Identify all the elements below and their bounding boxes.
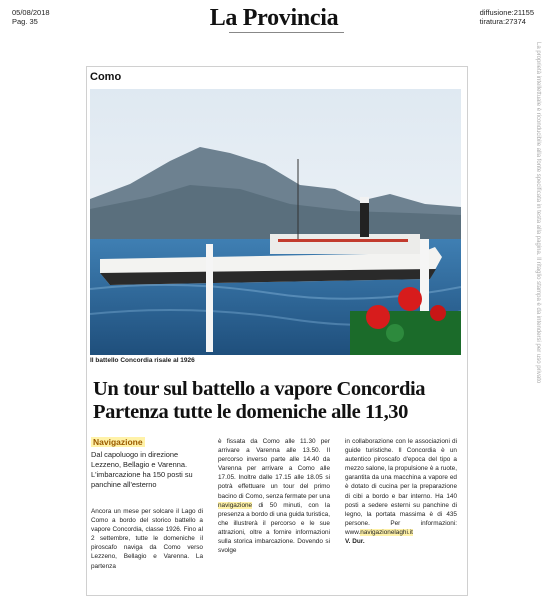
author-signature: V. Dur.	[345, 538, 365, 546]
body-text-2b: di 50 minuti, con la presenza a bordo di una guida turistica, che illustrerà il percorso e le sue attrazioni, oltre a fornire informazioni sulla storica imbarcazione. Dovendo si svolge	[218, 501, 330, 555]
copyright-text: La proprietà intellettuale è riconducibile alla fonte specificata in testa alla pagina. Il ritaglio stampa è da intendersi per uso privato	[535, 42, 541, 384]
body-column-3	[345, 437, 457, 546]
masthead: La Provincia	[209, 5, 339, 31]
body-column-1	[91, 507, 203, 571]
body-text-3: in collaborazione con le associazioni di guide turistiche. Il Concordia è un autentico piroscafo d'epoca del tipo a mezzo salone, la propulsione è a ruote, garantita da una macchina a vapore ed è dotato di cucina per la preparazione di cibi a bordo e bar interno. Ha 140 posti a sedere esterni su panchine di legno, la portata massima è di 435 persone. Per informazioni: www.	[345, 438, 457, 536]
print-run-count: tiratura:27374	[479, 17, 526, 26]
body-text-2a: è fissata da Como alle 11.30 per arrivare a Varenna alle 13.50. Il percorso inverso parte alle 14.40 da Varenna per arrivare a Como alle 17.05. Inoltre dalle 17.15 alle 18.05 si potrà effettuare un tour del primo bacino di Como, senza fermate per una	[218, 438, 330, 500]
article-title	[93, 378, 465, 424]
highlighted-keyword: navigazione	[218, 501, 253, 509]
title-line-2: Partenza tutte le domeniche alle 11,30	[93, 401, 409, 423]
copyright-side-note	[533, 42, 543, 587]
body-paragraph-3	[345, 437, 457, 537]
body-paragraph-1: Ancora un mese per solcare il Lago di Como a bordo del storico battello a vapore Concordia, classe 1926. Fino al 2 settembre, tutte le domeniche il piroscafo naviga da Como verso Lezzeno, Bellagio e Varenna. La partenza	[91, 508, 203, 570]
issue-date: 05/08/2018	[12, 8, 50, 17]
page-number: Pag. 35	[12, 17, 38, 26]
section-kicker: Navigazione	[93, 437, 143, 447]
title-line-1: Un tour sul battello a vapore Concordia	[93, 378, 426, 400]
header-meta-right	[480, 8, 534, 26]
photo-caption: Il battello Concordia risale al 1926	[90, 357, 195, 364]
article-summary: Dal capoluogo in direzione Lezzeno, Bellagio e Varenna. L'imbarcazione ha 150 posti su panchine all'esterno	[91, 450, 193, 489]
body-paragraph-2	[218, 437, 330, 555]
diffusion-count: diffusione:21155	[479, 8, 534, 17]
body-column-2	[218, 437, 330, 555]
website-link[interactable]: navigazionelaghi.it	[360, 528, 413, 536]
article-photo	[90, 89, 461, 355]
masthead-rule	[229, 32, 344, 33]
section-label: Como	[90, 71, 122, 83]
